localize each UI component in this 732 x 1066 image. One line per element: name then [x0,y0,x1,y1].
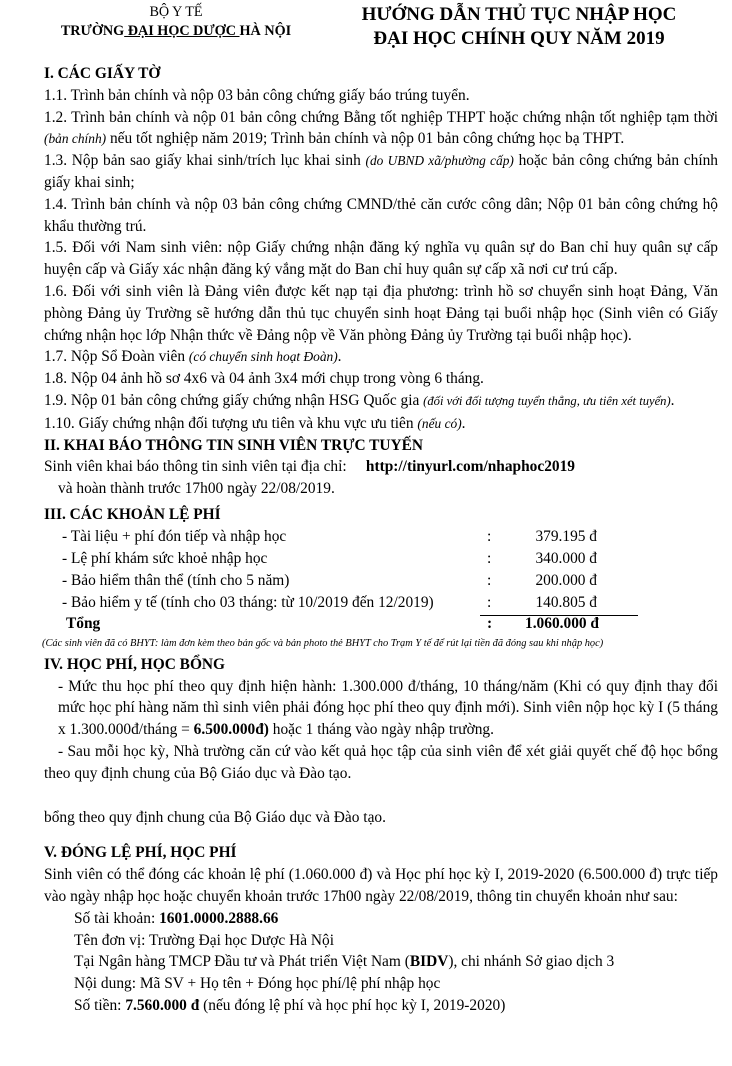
scholarship-repeat-line: bổng theo quy định chung của Bộ Giáo dục và Đào tạo. [44,808,386,826]
title-line-1: HƯỚNG DẪN THỦ TỤC NHẬP HỌC [361,4,677,25]
amount-line: Số tiền: 7.560.000 đ (nếu đóng lệ phí và học phí học kỳ I, 2019-2020) [74,996,506,1014]
online-declaration-line: Sinh viên khai báo thông tin sinh viên tại địa chỉ: http://tinyurl.com/nhaphoc2019 [44,458,575,476]
tuition-paragraph: - Mức thu học phí theo quy định hiện hành: 1.300.000 đ/tháng, 10 tháng/năm (Khi có quy định thay đổi mức học phí hàng năm thì sinh viên phải đóng học phí theo quy định mới). Sinh viên nộp học kỳ I (5 tháng x 1.300.000đ/tháng = 6.500.000đ) hoặc 1 tháng vào ngày nhập trường. [58,677,718,739]
section-3-heading: III. CÁC KHOẢN LỆ PHÍ [44,505,221,523]
fee-total-row: Tổng : 1.060.000 đ [66,614,599,632]
account-number-line: Số tài khoản: 1601.0000.2888.66 [74,909,279,927]
declaration-url[interactable]: http://tinyurl.com/nhaphoc2019 [365,458,575,476]
item-1-7: 1.7. Nộp Sổ Đoàn viên (có chuyển sinh hoạt Đoàn). [44,348,342,366]
item-1-6: 1.6. Đối với sinh viên là Đảng viên được kết nạp tại địa phương: trình hồ sơ chuyển sinh hoạt Đảng, Văn phòng Đảng ủy Trường sẽ hướng dẫn thủ tục chuyển sinh hoạt Đảng tại buổi nhập học (Sinh viên có Giấy chứng nhận học lớp Nhận thức về Đảng nộp về Văn phòng Đảng ủy Trường tại buổi nhập học). [44,282,718,344]
section-5-heading: V. ĐÓNG LỆ PHÍ, HỌC PHÍ [44,844,237,862]
ministry-name: BỘ Y TẾ [149,4,203,20]
item-1-2: 1.2. Trình bản chính và nộp 01 bản công chứng Bằng tốt nghiệp THPT hoặc chứng nhận tốt nghiệp tạm thời (bản chính) nếu tốt nghiệp năm 2019; Trình bản chính và nộp 01 bản công chứng học bạ THPT. [44,108,718,148]
transfer-content-line: Nội dung: Mã SV + Họ tên + Đóng học phí/lệ phí nhập học [74,975,441,993]
item-1-3: 1.3. Nộp bản sao giấy khai sinh/trích lục khai sinh (do UBND xã/phường cấp) hoặc bản công chứng bản chính giấy khai sinh; [44,152,718,191]
account-unit-line: Tên đơn vị: Trường Đại học Dược Hà Nội [74,931,334,949]
fee-row: - Lệ phí khám sức khoẻ nhập học : 340.000 đ [62,549,597,567]
section-1-heading: I. CÁC GIẤY TỜ [44,65,161,82]
scholarship-paragraph: - Sau mỗi học kỳ, Nhà trường căn cứ vào kết quả học tập của sinh viên để xét giải quyết chế độ học bổng theo quy định chung của Bộ Giáo dục và Đào tạo. [44,742,718,782]
payment-paragraph: Sinh viên có thể đóng các khoản lệ phí (1.060.000 đ) và Học phí học kỳ I, 2019-2020 (6.500.000 đ) trực tiếp vào ngày nhập học hoặc chuyển khoản trước 17h00 ngày 22/08/2019, thông tin chuyển khoản như sau: [44,866,718,905]
item-1-8: 1.8. Nộp 04 ảnh hồ sơ 4x6 và 04 ảnh 3x4 mới chụp trong vòng 6 tháng. [44,370,484,388]
section-2-heading: II. KHAI BÁO THÔNG TIN SINH VIÊN TRỰC TUYẾN [44,436,424,454]
bank-line: Tại Ngân hàng TMCP Đầu tư và Phát triển Việt Nam (BIDV), chi nhánh Sở giao dịch 3 [74,953,615,971]
title-line-2: ĐẠI HỌC CHÍNH QUY NĂM 2019 [373,28,665,49]
item-1-5: 1.5. Đối với Nam sinh viên: nộp Giấy chứng nhận đăng ký nghĩa vụ quân sự do Ban chỉ huy quân sự cấp huyện cấp và Giấy xác nhận đăng ký vắng mặt do Ban chỉ huy quân sự cấp xã nơi cư trú cấp. [44,239,718,279]
document-body [44,63,718,1017]
section-4-heading: IV. HỌC PHÍ, HỌC BỔNG [44,655,226,673]
fee-row: - Bảo hiểm thân thể (tính cho 5 năm) : 200.000 đ [62,571,597,589]
fee-row: - Tài liệu + phí đón tiếp và nhập học : 379.195 đ [62,527,597,545]
fee-row: - Bảo hiểm y tế (tính cho 03 tháng: từ 10/2019 đến 12/2019) : 140.805 đ [62,593,597,611]
bhyt-note: (Các sinh viên đã có BHYT: làm đơn kèm theo bản gốc và bản photo thẻ BHYT cho Trạm Y tế để rút lại tiền đã đóng sau khi nhập học) [42,637,604,649]
fee-table [44,526,718,636]
item-1-4: 1.4. Trình bản chính và nộp 03 bản công chứng CMND/thẻ căn cước công dân; Nộp 01 bản công chứng hộ khẩu thường trú. [44,195,718,235]
item-1-9: 1.9. Nộp 01 bản công chứng giấy chứng nhận HSG Quốc gia (đối với đối tượng tuyển thẳng, ưu tiên xét tuyển). [44,391,675,409]
header-left [40,3,312,41]
declaration-deadline: và hoàn thành trước 17h00 ngày 22/08/2019. [58,480,335,498]
document-title [316,3,722,51]
item-1-10: 1.10. Giấy chứng nhận đối tượng ưu tiên và khu vực ưu tiên (nếu có). [44,414,466,432]
item-1-1: 1.1. Trình bản chính và nộp 03 bản công chứng giấy báo trúng tuyển. [44,86,470,104]
school-name: TRƯỜNG ĐẠI HỌC DƯỢC HÀ NỘI [60,23,292,39]
